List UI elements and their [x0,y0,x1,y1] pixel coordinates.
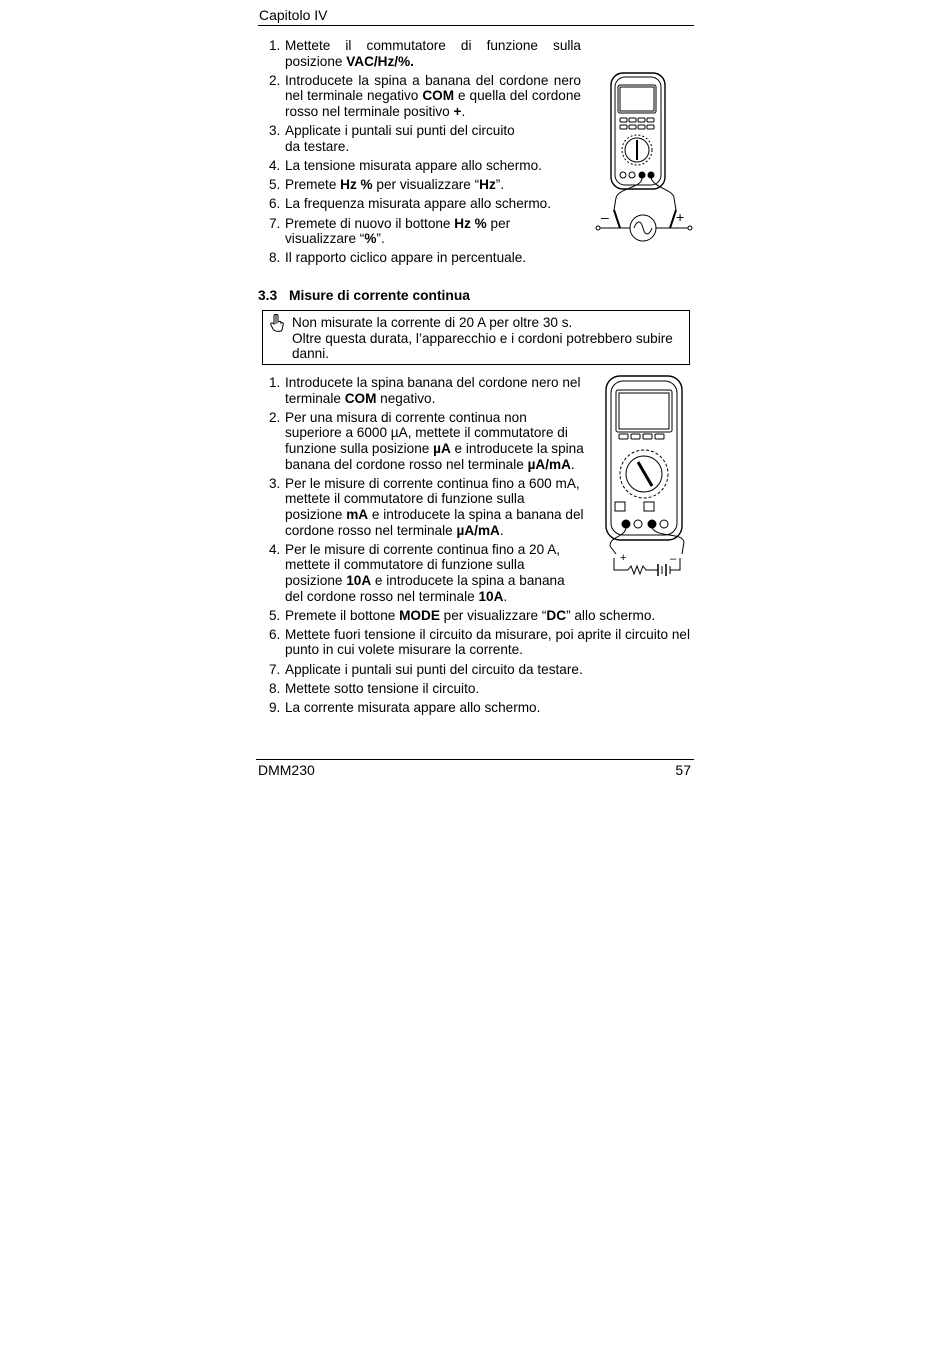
page-footer [256,759,694,778]
pointing-hand-icon [269,314,285,334]
multimeter-ac-illustration [590,70,696,250]
warning-text: Non misurate la corrente di 20 A per oltre 30 s. Oltre questa durata, l’apparecchio e i cordoni potrebbero subire danni. [292,315,673,362]
list-item: 8. Mettete sotto tensione il circuito. [269,680,480,696]
list-item: 5. Premete il bottone MODE per visualizzare “DC” allo schermo. [269,607,656,623]
list-item: 1. Introducete la spina banana del cordone nero nel terminale COM negativo. [269,375,581,406]
page-number: 57 [675,762,691,778]
list-item: 9. La corrente misurata appare allo schermo. [269,700,541,716]
list-item: 4. Per le misure di corrente continua fino a 20 A, mettete il commutatore di funzione sulla posizione 10A e introducete la spina a banana del cordone rosso nel terminale 10A. [269,541,565,604]
list-item: 4. La tensione misurata appare allo schermo. [269,157,542,173]
plus-label: + [676,209,685,225]
chapter-title: Capitolo IV [259,7,328,23]
section-heading: 3.3 Misure di corrente continua [258,288,470,303]
page-header [258,6,694,26]
plus-label: + [620,552,627,564]
list-item: 7. Applicate i puntali sui punti del circuito da testare. [269,661,583,677]
model-name: DMM230 [258,762,315,778]
list-item: 6. Mettete fuori tensione il circuito da misurare, poi aprite il circuito nel punto in cui volete misurare la corrente. [269,626,690,658]
minus-label: – [670,553,677,565]
list-item: 1. Mettete il commutatore di funzione sulla posizione VAC/Hz/%. [269,38,581,69]
list-item: 2. Per una misura di corrente continua non superiore a 6000 µA, mettete il commutatore di funzione sulla posizione µA e introducete la spina banana del cordone rosso nel terminale µA/mA. [269,409,584,472]
list-item: 8. Il rapporto ciclico appare in percentuale. [269,250,527,266]
list-item: 5. Premete Hz % per visualizzare “Hz”. [269,177,505,193]
list-item: 3. Per le misure di corrente continua fino a 600 mA, mettete il commutatore di funzione sulla posizione mA e introducete la spina a banana del cordone rosso nel terminale µA/mA. [269,475,584,538]
list-item: 3. Applicate i puntali sui punti del circuito da testare. [269,123,515,154]
minus-label: – [601,209,609,225]
ac-frequency-steps [257,38,581,269]
list-item: 6. La frequenza misurata appare allo schermo. [269,196,551,212]
list-item: 7. Premete di nuovo il bottone Hz % per visualizzare “%”. [269,215,511,247]
list-item: 2. Introducete la spina a banana del cordone nero nel terminale negativo COM e quella del cordone rosso nel terminale positivo +. [269,72,581,119]
warning-note [262,310,690,365]
multimeter-dc-illustration [600,374,692,580]
